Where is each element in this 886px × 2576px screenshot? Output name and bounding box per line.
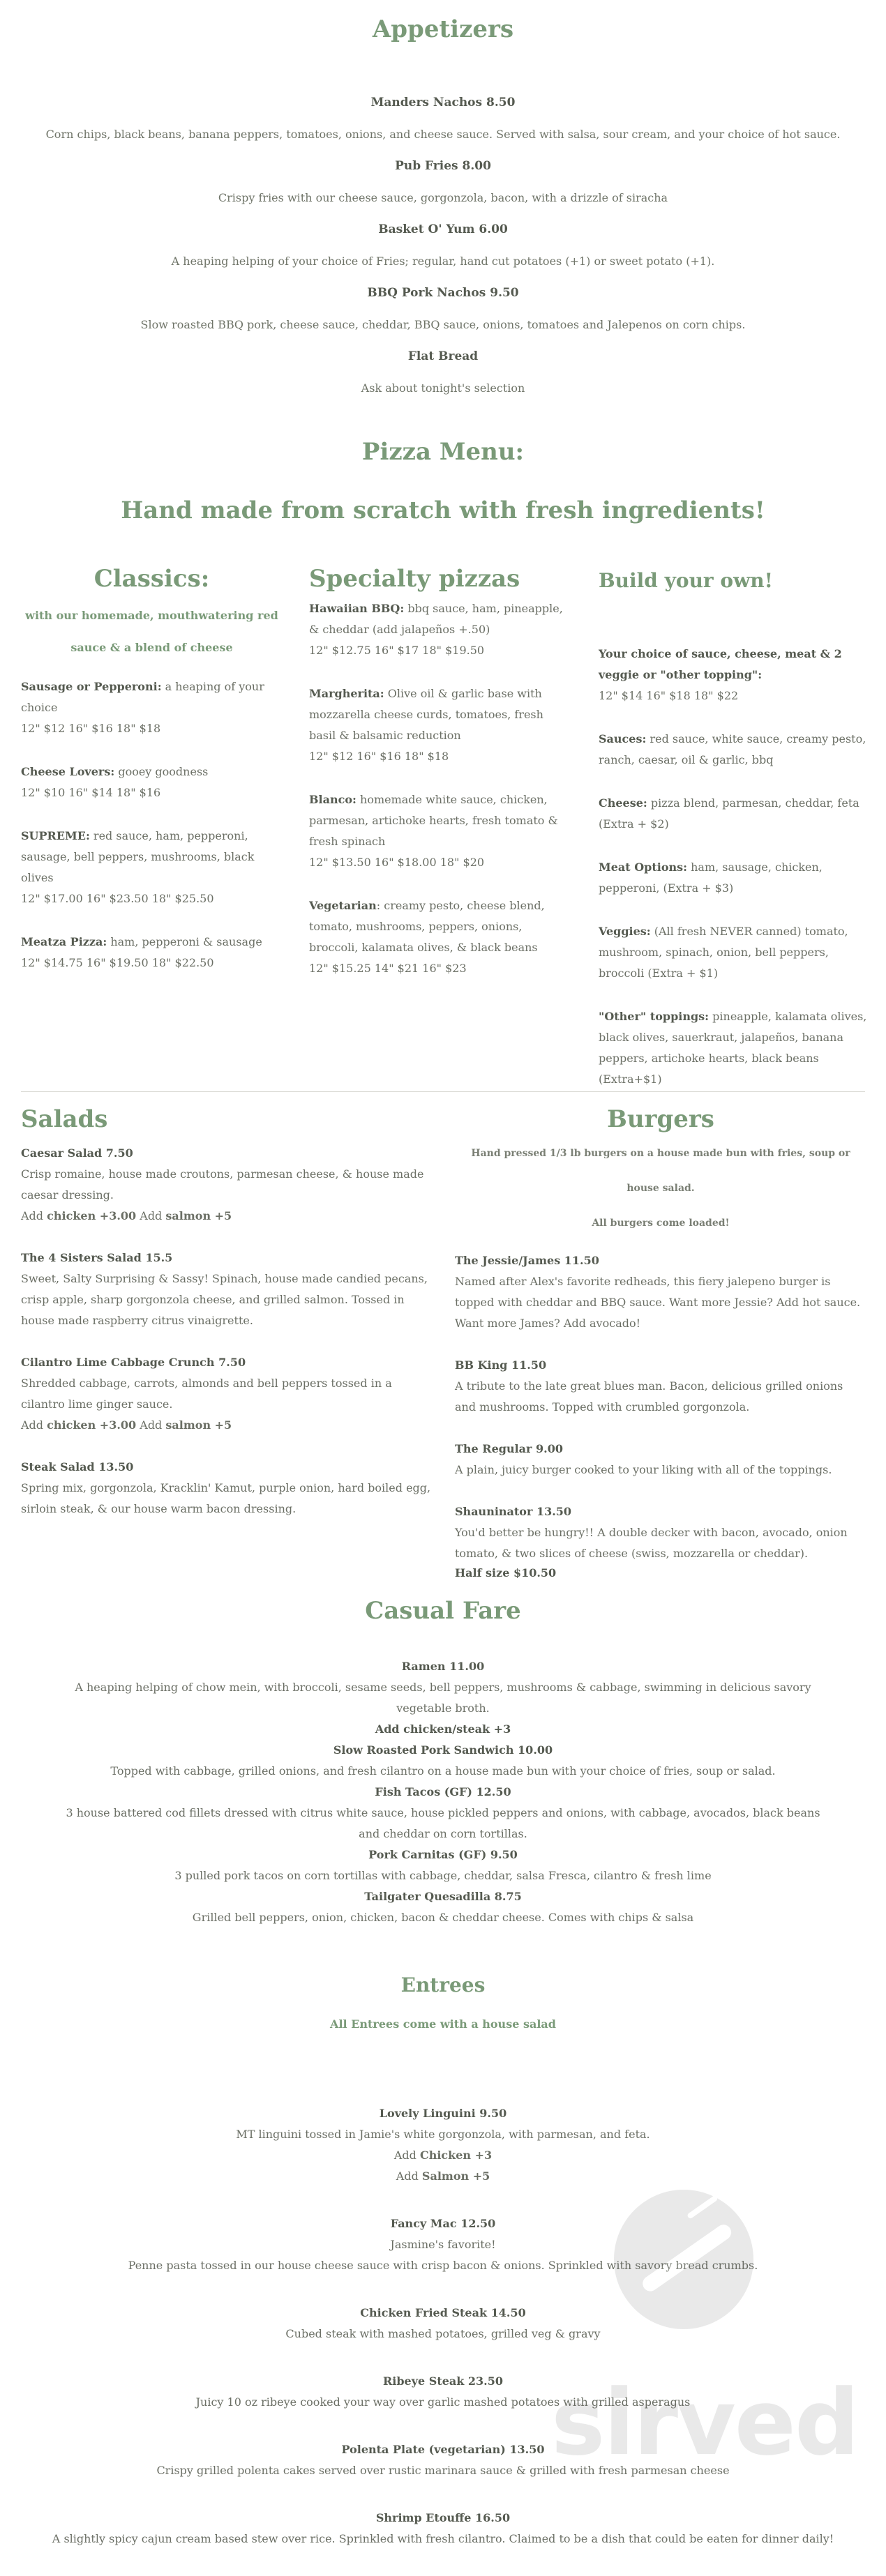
casual-item-desc: 3 house battered cod fillets dressed with citrus white sauce, house pickled peppers and onions, with cabbage, avocados, black beans and cheddar on corn tortillas. bbox=[66, 1806, 820, 1840]
pizza-price: 12" $12 16" $16 18" $18 bbox=[309, 750, 449, 763]
entree-item bbox=[0, 2103, 886, 2187]
salad-addons bbox=[21, 1206, 433, 1227]
casual-item-name: Slow Roasted Pork Sandwich 10.00 bbox=[333, 1743, 553, 1757]
burgers-note: Hand pressed 1/3 lb burgers on a house made bun with fries, soup or house salad. bbox=[471, 1148, 850, 1194]
salads-list bbox=[21, 1143, 433, 1520]
build-base bbox=[599, 644, 867, 706]
entree-addon bbox=[0, 2166, 886, 2187]
pizza-item bbox=[599, 729, 867, 771]
pizza-desc: ham, pepperoni & sausage bbox=[107, 935, 262, 948]
entree-desc: MT linguini tossed in Jamie's white gorgonzola, with parmesan, and feta. bbox=[236, 2128, 650, 2141]
casual-item-desc: 3 pulled pork tacos on corn tortillas with cabbage, cheddar, salsa Fresca, cilantro & fresh lime bbox=[174, 1869, 712, 1882]
pizza-name: Vegetarian bbox=[309, 899, 377, 912]
pizza-desc: : creamy pesto, cheese blend, tomato, mushrooms, peppers, onions, broccoli, kalamata olives, & black beans bbox=[309, 899, 545, 954]
pizza-item bbox=[21, 676, 283, 739]
pizza-price: 12" $17.00 16" $23.50 18" $25.50 bbox=[21, 892, 214, 905]
pizza-specialty-column bbox=[309, 565, 571, 1001]
burger-item bbox=[455, 1501, 866, 1564]
appetizers-list bbox=[0, 96, 886, 395]
casual-item-name: Pork Carnitas (GF) 9.50 bbox=[368, 1848, 518, 1861]
pizza-desc: homemade white sauce, chicken, parmesan, artichoke hearts, fresh tomato & fresh spinach bbox=[309, 793, 558, 848]
salads-title: Salads bbox=[21, 1105, 108, 1133]
appetizer-name: Manders Nachos 8.50 bbox=[370, 96, 516, 109]
pizza-item bbox=[309, 895, 571, 979]
pizza-name: Meatza Pizza: bbox=[21, 935, 107, 948]
casual-item-name: Ramen 11.00 bbox=[401, 1660, 485, 1673]
build-base-text: Your choice of sauce, cheese, meat & 2 veggie or "other topping": bbox=[599, 647, 842, 681]
salad-name: Caesar Salad 7.50 bbox=[21, 1146, 133, 1160]
addon-label: Add bbox=[136, 1209, 166, 1222]
burgers-list bbox=[455, 1250, 866, 1564]
appetizer-item bbox=[0, 286, 886, 331]
pizza-item bbox=[21, 762, 283, 803]
pizza-desc: pizza blend, parmesan, cheddar, feta (Extra + $2) bbox=[599, 796, 859, 831]
pizza-item bbox=[309, 598, 571, 661]
classics-title: Classics: bbox=[93, 565, 210, 593]
appetizer-name: Flat Bread bbox=[407, 349, 479, 363]
salad-item bbox=[21, 1352, 433, 1436]
pizza-name: Hawaiian BBQ: bbox=[309, 602, 405, 615]
pizza-desc: gooey goodness bbox=[114, 765, 209, 778]
salad-desc: Shredded cabbage, carrots, almonds and bell peppers tossed in a cilantro lime ginger sauce. bbox=[21, 1377, 392, 1411]
entree-addon bbox=[0, 2145, 886, 2166]
pizza-item bbox=[309, 789, 571, 873]
burger-desc: Named after Alex's favorite redheads, this fiery jalepeno burger is topped with cheddar and BBQ sauce. Want more Jessie? Add hot sauce. Want more James? Add avocado! bbox=[455, 1275, 861, 1330]
pizza-name: Meat Options: bbox=[599, 861, 688, 874]
casual-fare-section bbox=[0, 1597, 886, 1928]
entree-item bbox=[0, 2508, 886, 2550]
appetizer-item bbox=[0, 349, 886, 395]
casual-item-desc: Grilled bell peppers, onion, chicken, bacon & cheddar cheese. Comes with chips & salsa bbox=[192, 1911, 694, 1924]
pizza-price: 12" $12.75 16" $17 18" $19.50 bbox=[309, 644, 485, 657]
pizza-item bbox=[599, 793, 867, 835]
appetizer-item bbox=[0, 159, 886, 204]
casual-item-name: Fish Tacos (GF) 12.50 bbox=[375, 1785, 511, 1798]
entree-desc: Juicy 10 oz ribeye cooked your way over garlic mashed potatoes with grilled asperagus bbox=[195, 2395, 691, 2409]
entree-name: Ribeye Steak 23.50 bbox=[382, 2374, 504, 2388]
entree-item bbox=[0, 2439, 886, 2481]
appetizer-desc: Slow roasted BBQ pork, cheese sauce, cheddar, BBQ sauce, onions, tomatoes and Jalepenos on corn chips. bbox=[140, 318, 746, 331]
appetizer-desc: A heaping helping of your choice of Fries; regular, hand cut potatoes (+1) or sweet potato (+1). bbox=[171, 255, 715, 268]
burger-item bbox=[455, 1439, 866, 1480]
casual-fare-title: Casual Fare bbox=[365, 1597, 521, 1625]
burgers-loaded-note: All burgers come loaded! bbox=[592, 1218, 730, 1229]
pizza-desc: ham, sausage, chicken, pepperoni, (Extra + $3) bbox=[599, 861, 823, 895]
entrees-note: All Entrees come with a house salad bbox=[330, 2017, 556, 2031]
salad-item bbox=[21, 1143, 433, 1227]
salad-name: The 4 Sisters Salad 15.5 bbox=[21, 1251, 173, 1264]
pizza-item bbox=[599, 921, 867, 984]
entree-name: Lovely Linguini 9.50 bbox=[379, 2107, 507, 2120]
appetizer-item bbox=[0, 96, 886, 141]
salad-name: Steak Salad 13.50 bbox=[21, 1460, 134, 1473]
salad-item bbox=[21, 1457, 433, 1520]
pizza-desc: red sauce, ham, pepperoni, sausage, bell peppers, mushrooms, black olives bbox=[21, 829, 255, 884]
pizza-price: 12" $14.75 16" $19.50 18" $22.50 bbox=[21, 956, 214, 969]
addon-chicken: chicken +3.00 bbox=[47, 1418, 137, 1432]
entrees-title: Entrees bbox=[400, 1973, 486, 1997]
entree-name: Polenta Plate (vegetarian) 13.50 bbox=[341, 2443, 545, 2456]
entree-addon-item: Chicken +3 bbox=[419, 2149, 493, 2162]
salad-item bbox=[21, 1248, 433, 1331]
entree-name: Fancy Mac 12.50 bbox=[390, 2217, 496, 2230]
pizza-build-column bbox=[599, 565, 867, 1112]
pizza-name: Cheese: bbox=[599, 796, 647, 810]
pizza-name: Veggies: bbox=[599, 925, 651, 938]
half-size-label: Half size $10.50 bbox=[455, 1566, 557, 1579]
pizza-item bbox=[309, 683, 571, 767]
appetizer-name: Basket O' Yum 6.00 bbox=[378, 222, 508, 236]
pizza-price: 12" $10 16" $14 18" $16 bbox=[21, 786, 161, 799]
entree-name: Shrimp Etouffe 16.50 bbox=[375, 2511, 511, 2524]
pizza-name: Margherita: bbox=[309, 687, 384, 700]
pizza-desc: pineapple, kalamata olives, black olives, sauerkraut, jalapeños, banana peppers, artichoke hearts, black beans (Extra+$1) bbox=[599, 1010, 867, 1086]
burger-item bbox=[455, 1250, 866, 1334]
burger-desc: You'd better be hungry!! A double decker with bacon, avocado, onion tomato, & two slices of cheese (swiss, mozzarella or cheddar). bbox=[455, 1526, 848, 1560]
casual-item-name: Tailgater Quesadilla 8.75 bbox=[364, 1890, 522, 1903]
pizza-name: Sausage or Pepperoni: bbox=[21, 680, 162, 693]
appetizer-desc: Ask about tonight's selection bbox=[361, 381, 525, 395]
pizza-name: Cheese Lovers: bbox=[21, 765, 115, 778]
addon-salmon: salmon +5 bbox=[165, 1209, 232, 1222]
burger-name: Shauninator 13.50 bbox=[455, 1505, 572, 1518]
entree-desc: A slightly spicy cajun cream based stew over rice. Sprinkled with fresh cilantro. Claimed to be a dish that could be eaten for dinner daily! bbox=[52, 2532, 834, 2545]
pizza-classics-column bbox=[21, 565, 283, 996]
salads-section bbox=[21, 1105, 433, 1540]
burgers-title: Burgers bbox=[607, 1105, 714, 1133]
pizza-desc: bbq sauce, ham, pineapple, & cheddar (add jalapeños +.50) bbox=[309, 602, 563, 636]
salad-desc: Crisp romaine, house made croutons, parmesan cheese, & house made caesar dressing. bbox=[21, 1167, 424, 1202]
salad-desc: Spring mix, gorgonzola, Kracklin' Kamut, purple onion, hard boiled egg, sirloin steak, & our house warm bacon dressing. bbox=[21, 1481, 431, 1515]
appetizer-desc: Corn chips, black beans, banana peppers, tomatoes, onions, and cheese sauce. Served with salsa, sour cream, and your choice of hot sauce. bbox=[45, 128, 841, 141]
salad-name: Cilantro Lime Cabbage Crunch 7.50 bbox=[21, 1356, 246, 1369]
pizza-desc: red sauce, white sauce, creamy pesto, ranch, caesar, oil & garlic, bbq bbox=[599, 732, 866, 766]
specialty-list bbox=[309, 598, 571, 979]
build-list bbox=[599, 729, 867, 1090]
casual-item-extra: Add chicken/steak +3 bbox=[375, 1722, 511, 1736]
appetizer-name: BBQ Pork Nachos 9.50 bbox=[367, 286, 519, 300]
pizza-desc: (All fresh NEVER canned) tomato, mushroom, spinach, onion, bell peppers, broccoli (Extra + $1) bbox=[599, 925, 848, 980]
pizza-price: 12" $12 16" $16 18" $18 bbox=[21, 722, 161, 735]
pizza-desc: Olive oil & garlic base with mozzarella cheese curds, tomatoes, fresh basil & balsamic reduction bbox=[309, 687, 543, 742]
burger-item bbox=[455, 1355, 866, 1418]
pizza-item bbox=[599, 857, 867, 899]
entree-desc: Crispy grilled polenta cakes served over rustic marinara sauce & grilled with fresh parmesan cheese bbox=[156, 2464, 730, 2477]
addon-label: Add bbox=[136, 1418, 166, 1432]
entree-item bbox=[0, 2213, 886, 2276]
pizza-name: Blanco: bbox=[309, 793, 356, 806]
pizza-desc: a heaping of your choice bbox=[21, 680, 264, 714]
addon-label: Add bbox=[21, 1209, 47, 1222]
casual-fare-list bbox=[0, 1656, 886, 1928]
appetizer-item bbox=[0, 222, 886, 268]
build-title: Build your own! bbox=[599, 569, 773, 592]
burgers-section bbox=[455, 1105, 866, 1605]
burger-desc: A plain, juicy burger cooked to your liking with all of the toppings. bbox=[455, 1463, 832, 1476]
addon-salmon: salmon +5 bbox=[165, 1418, 232, 1432]
entree-item bbox=[0, 2371, 886, 2413]
pizza-price: 12" $15.25 14" $21 16" $23 bbox=[309, 962, 467, 975]
salad-desc: Sweet, Salty Surprising & Sassy! Spinach, house made candied pecans, crisp apple, sharp gorgonzola cheese, and grilled salmon. Tossed in house made raspberry citrus vinaigrette. bbox=[21, 1272, 428, 1327]
build-base-price: 12" $14 16" $18 18" $22 bbox=[599, 689, 739, 702]
entree-addon-item: Salmon +5 bbox=[421, 2169, 490, 2183]
pizza-name: Sauces: bbox=[599, 732, 647, 745]
addon-chicken: chicken +3.00 bbox=[47, 1209, 137, 1222]
pizza-price: 12" $13.50 16" $18.00 18" $20 bbox=[309, 856, 485, 869]
pizza-item bbox=[21, 932, 283, 973]
appetizer-name: Pub Fries 8.00 bbox=[395, 159, 491, 173]
entree-item bbox=[0, 2303, 886, 2344]
burger-name: The Jessie/James 11.50 bbox=[455, 1254, 599, 1267]
entree-desc: Penne pasta tossed in our house cheese sauce with crisp bacon & onions. Sprinkled with savory bread crumbs. bbox=[128, 2259, 758, 2272]
pizza-menu-subtitle: Hand made from scratch with fresh ingredients! bbox=[121, 497, 765, 524]
pizza-item bbox=[599, 1006, 867, 1090]
watermark-text: sirved bbox=[551, 2370, 859, 2476]
salad-addons bbox=[21, 1415, 433, 1436]
appetizers-title: Appetizers bbox=[372, 15, 514, 43]
entree-desc: Jasmine's favorite! bbox=[390, 2238, 496, 2251]
pizza-header bbox=[0, 438, 886, 524]
pizza-name: "Other" toppings: bbox=[599, 1010, 709, 1023]
entrees-section bbox=[0, 1973, 886, 2576]
entree-name: Chicken Fried Steak 14.50 bbox=[360, 2306, 526, 2319]
casual-item-desc: Topped with cabbage, grilled onions, and fresh cilantro on a house made bun with your choice of fries, soup or salad. bbox=[110, 1764, 776, 1778]
section-divider bbox=[21, 1091, 865, 1092]
entree-desc: Cubed steak with mashed potatoes, grilled veg & gravy bbox=[285, 2327, 601, 2340]
classics-list bbox=[21, 676, 283, 973]
burger-name: The Regular 9.00 bbox=[455, 1442, 563, 1455]
pizza-menu-title: Pizza Menu: bbox=[361, 438, 525, 466]
classics-subtitle: with our homemade, mouthwatering red sauce & a blend of cheese bbox=[25, 609, 278, 654]
burger-desc: A tribute to the late great blues man. Bacon, delicious grilled onions and mushrooms. Topped with crumbled gorgonzola. bbox=[455, 1379, 843, 1414]
appetizer-desc: Crispy fries with our cheese sauce, gorgonzola, bacon, with a drizzle of siracha bbox=[218, 191, 668, 204]
burger-name: BB King 11.50 bbox=[455, 1358, 547, 1372]
pizza-name: SUPREME: bbox=[21, 829, 90, 842]
casual-item-desc: A heaping helping of chow mein, with broccoli, sesame seeds, bell peppers, mushrooms & cabbage, swimming in delicious savory vegetable broth. bbox=[75, 1681, 811, 1715]
appetizers-section bbox=[0, 15, 886, 413]
pizza-item bbox=[21, 826, 283, 909]
entree-addon-label: Add bbox=[396, 2169, 422, 2183]
burger-half-size bbox=[455, 1563, 866, 1584]
specialty-title: Specialty pizzas bbox=[309, 565, 520, 593]
addon-label: Add bbox=[21, 1418, 47, 1432]
entree-addon-label: Add bbox=[393, 2149, 420, 2162]
entrees-list bbox=[0, 2103, 886, 2550]
